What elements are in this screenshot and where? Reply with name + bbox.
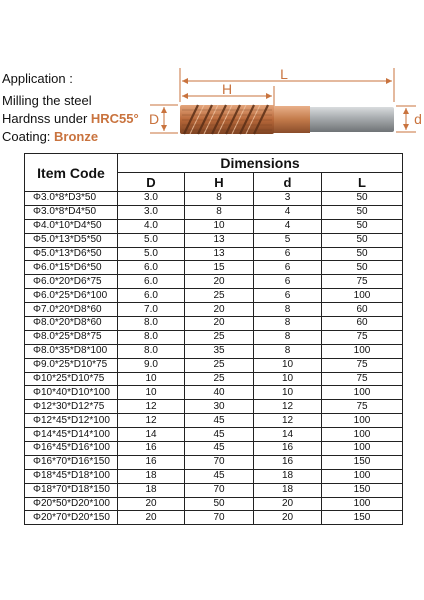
dimension-D-cell: 8.0 bbox=[118, 317, 185, 331]
dimension-H-cell: 25 bbox=[185, 330, 254, 344]
dimension-d-cell: 8 bbox=[254, 317, 322, 331]
dimension-d-cell: 6 bbox=[254, 275, 322, 289]
hardness-line bbox=[2, 110, 139, 128]
item-code-cell: Φ5.0*13*D6*50 bbox=[25, 247, 118, 261]
item-code-cell: Φ4.0*10*D4*50 bbox=[25, 219, 118, 233]
dimension-L-cell: 50 bbox=[322, 205, 403, 219]
dimension-D-cell: 18 bbox=[118, 469, 185, 483]
dimension-D-cell: 6.0 bbox=[118, 275, 185, 289]
dimension-H-cell: 50 bbox=[185, 497, 254, 511]
dimension-d-cell: 10 bbox=[254, 386, 322, 400]
table-row bbox=[25, 261, 403, 275]
item-code-cell: Φ12*30*D12*75 bbox=[25, 400, 118, 414]
item-code-cell: Φ8.0*20*D8*60 bbox=[25, 317, 118, 331]
dimension-D-cell: 3.0 bbox=[118, 192, 185, 206]
application-info bbox=[2, 70, 139, 146]
dimension-D-cell: 7.0 bbox=[118, 303, 185, 317]
dimension-d-cell: 20 bbox=[254, 497, 322, 511]
table-row bbox=[25, 275, 403, 289]
dimension-H-cell: 8 bbox=[185, 192, 254, 206]
dimension-L-cell: 50 bbox=[322, 261, 403, 275]
table-row bbox=[25, 455, 403, 469]
item-code-cell: Φ6.0*20*D6*75 bbox=[25, 275, 118, 289]
dimension-L-cell: 100 bbox=[322, 344, 403, 358]
item-code-cell: Φ16*45*D16*100 bbox=[25, 442, 118, 456]
dimension-H-cell: 25 bbox=[185, 358, 254, 372]
item-code-cell: Φ18*45*D18*100 bbox=[25, 469, 118, 483]
dimension-H-cell: 70 bbox=[185, 511, 254, 525]
table-row bbox=[25, 233, 403, 247]
column-header-d: d bbox=[254, 173, 322, 192]
dimension-d-cell: 16 bbox=[254, 442, 322, 456]
dimension-D-cell: 4.0 bbox=[118, 219, 185, 233]
dimension-D-cell: 5.0 bbox=[118, 233, 185, 247]
dimension-D-cell: 16 bbox=[118, 455, 185, 469]
item-code-cell: Φ14*45*D14*100 bbox=[25, 428, 118, 442]
dimension-L-cell: 50 bbox=[322, 233, 403, 247]
table-row bbox=[25, 317, 403, 331]
dimension-L-cell: 75 bbox=[322, 358, 403, 372]
coating-line bbox=[2, 128, 139, 146]
table-row bbox=[25, 372, 403, 386]
dimension-L-cell: 50 bbox=[322, 192, 403, 206]
table-row bbox=[25, 483, 403, 497]
dimension-d-cell: 6 bbox=[254, 247, 322, 261]
dimension-d-cell: 8 bbox=[254, 330, 322, 344]
dimension-L-cell: 75 bbox=[322, 372, 403, 386]
item-code-cell: Φ10*25*D10*75 bbox=[25, 372, 118, 386]
dimension-L-cell: 60 bbox=[322, 303, 403, 317]
end-mill-tool bbox=[180, 105, 394, 134]
label-D: D bbox=[148, 111, 160, 127]
dimension-L-cell: 75 bbox=[322, 400, 403, 414]
item-code-cell: Φ20*50*D20*100 bbox=[25, 497, 118, 511]
dimension-H-cell: 35 bbox=[185, 344, 254, 358]
item-code-cell: Φ7.0*20*D8*60 bbox=[25, 303, 118, 317]
item-code-cell: Φ18*70*D18*150 bbox=[25, 483, 118, 497]
dimension-D-cell: 12 bbox=[118, 400, 185, 414]
table-row bbox=[25, 344, 403, 358]
dimension-D bbox=[149, 105, 178, 133]
dimension-d-cell: 18 bbox=[254, 469, 322, 483]
dimensions-header: Dimensions bbox=[118, 154, 403, 173]
table-row bbox=[25, 511, 403, 525]
dimension-D-cell: 8.0 bbox=[118, 330, 185, 344]
dimension-d bbox=[396, 106, 422, 132]
dimension-L-cell: 100 bbox=[322, 414, 403, 428]
dimension-D-cell: 6.0 bbox=[118, 261, 185, 275]
table-row bbox=[25, 247, 403, 261]
hardness-prefix: Hardnss under bbox=[2, 111, 91, 126]
tool-neck bbox=[272, 106, 310, 133]
table-body bbox=[25, 192, 403, 525]
dimension-L-cell: 60 bbox=[322, 317, 403, 331]
table-row bbox=[25, 497, 403, 511]
dimension-H bbox=[182, 81, 274, 106]
coating-label: Coating: bbox=[2, 129, 55, 144]
item-code-cell: Φ8.0*35*D8*100 bbox=[25, 344, 118, 358]
column-header-D: D bbox=[118, 173, 185, 192]
application-label: Application : bbox=[2, 71, 73, 86]
dimension-H-cell: 25 bbox=[185, 372, 254, 386]
dimension-d-cell: 5 bbox=[254, 233, 322, 247]
dimension-L-cell: 75 bbox=[322, 330, 403, 344]
dimension-D-cell: 20 bbox=[118, 497, 185, 511]
dimension-L-cell: 100 bbox=[322, 428, 403, 442]
dimension-d-cell: 6 bbox=[254, 261, 322, 275]
dimension-D-cell: 16 bbox=[118, 442, 185, 456]
column-header-H: H bbox=[185, 173, 254, 192]
dimension-H-cell: 15 bbox=[185, 261, 254, 275]
dimension-D-cell: 6.0 bbox=[118, 289, 185, 303]
dimension-H-cell: 45 bbox=[185, 414, 254, 428]
dimension-L-cell: 100 bbox=[322, 289, 403, 303]
dimension-H-cell: 25 bbox=[185, 289, 254, 303]
dimension-H-cell: 45 bbox=[185, 428, 254, 442]
dimension-H-cell: 13 bbox=[185, 247, 254, 261]
coating-value: Bronze bbox=[54, 129, 99, 144]
item-code-cell: Φ9.0*25*D10*75 bbox=[25, 358, 118, 372]
dimension-L-cell: 100 bbox=[322, 386, 403, 400]
dimension-H-cell: 8 bbox=[185, 205, 254, 219]
dimension-H-cell: 30 bbox=[185, 400, 254, 414]
table-row bbox=[25, 400, 403, 414]
dimension-H-cell: 40 bbox=[185, 386, 254, 400]
dimension-L-cell: 150 bbox=[322, 483, 403, 497]
table-row bbox=[25, 303, 403, 317]
dimension-L-cell: 75 bbox=[322, 275, 403, 289]
table-row bbox=[25, 289, 403, 303]
dimension-D-cell: 10 bbox=[118, 372, 185, 386]
item-code-cell: Φ16*70*D16*150 bbox=[25, 455, 118, 469]
dimension-d-cell: 18 bbox=[254, 483, 322, 497]
table-row bbox=[25, 219, 403, 233]
dimension-H-cell: 20 bbox=[185, 317, 254, 331]
dimension-D-cell: 18 bbox=[118, 483, 185, 497]
table-row bbox=[25, 428, 403, 442]
item-code-cell: Φ5.0*13*D5*50 bbox=[25, 233, 118, 247]
item-code-cell: Φ12*45*D12*100 bbox=[25, 414, 118, 428]
dimension-D-cell: 10 bbox=[118, 386, 185, 400]
item-code-cell: Φ20*70*D20*150 bbox=[25, 511, 118, 525]
dimension-L bbox=[180, 66, 394, 102]
table-row bbox=[25, 192, 403, 206]
dimension-H-cell: 20 bbox=[185, 303, 254, 317]
dimension-L-cell: 100 bbox=[322, 442, 403, 456]
label-L: L bbox=[280, 66, 288, 82]
dimension-d-cell: 14 bbox=[254, 428, 322, 442]
label-H: H bbox=[221, 81, 233, 97]
dimension-d-cell: 4 bbox=[254, 219, 322, 233]
label-d: d bbox=[414, 111, 422, 127]
dimension-L-cell: 150 bbox=[322, 455, 403, 469]
table-row bbox=[25, 330, 403, 344]
dimension-d-cell: 10 bbox=[254, 358, 322, 372]
table-row bbox=[25, 414, 403, 428]
dimension-D-cell: 12 bbox=[118, 414, 185, 428]
item-code-cell: Φ3.0*8*D3*50 bbox=[25, 192, 118, 206]
item-code-cell: Φ8.0*25*D8*75 bbox=[25, 330, 118, 344]
dimension-H-cell: 45 bbox=[185, 442, 254, 456]
dimension-D-cell: 8.0 bbox=[118, 344, 185, 358]
table-row bbox=[25, 386, 403, 400]
dimension-H-cell: 13 bbox=[185, 233, 254, 247]
dimension-D-cell: 14 bbox=[118, 428, 185, 442]
dimension-L-cell: 50 bbox=[322, 219, 403, 233]
table-row bbox=[25, 442, 403, 456]
dimensions-table bbox=[24, 153, 403, 525]
dimension-D-cell: 3.0 bbox=[118, 205, 185, 219]
table-row bbox=[25, 469, 403, 483]
dimension-D-cell: 5.0 bbox=[118, 247, 185, 261]
dimension-D-cell: 9.0 bbox=[118, 358, 185, 372]
dimension-d-cell: 3 bbox=[254, 192, 322, 206]
item-code-cell: Φ6.0*15*D6*50 bbox=[25, 261, 118, 275]
tool-shank bbox=[308, 107, 394, 132]
dimension-H-cell: 20 bbox=[185, 275, 254, 289]
dimension-d-cell: 8 bbox=[254, 344, 322, 358]
milling-text: Milling the steel bbox=[2, 93, 92, 108]
dimension-d-cell: 12 bbox=[254, 414, 322, 428]
dimension-d-cell: 10 bbox=[254, 372, 322, 386]
item-code-header: Item Code bbox=[25, 154, 118, 192]
item-code-cell: Φ10*40*D10*100 bbox=[25, 386, 118, 400]
column-header-L: L bbox=[322, 173, 403, 192]
table-row bbox=[25, 205, 403, 219]
dimension-d-cell: 8 bbox=[254, 303, 322, 317]
item-code-cell: Φ6.0*25*D6*100 bbox=[25, 289, 118, 303]
dimension-d-cell: 12 bbox=[254, 400, 322, 414]
dimension-d-cell: 6 bbox=[254, 289, 322, 303]
dimension-H-cell: 10 bbox=[185, 219, 254, 233]
dimension-D-cell: 20 bbox=[118, 511, 185, 525]
dimension-H-cell: 45 bbox=[185, 469, 254, 483]
dimension-d-cell: 20 bbox=[254, 511, 322, 525]
dimension-L-cell: 100 bbox=[322, 469, 403, 483]
dimension-L-cell: 50 bbox=[322, 247, 403, 261]
dimension-L-cell: 100 bbox=[322, 497, 403, 511]
dimension-H-cell: 70 bbox=[185, 483, 254, 497]
item-code-cell: Φ3.0*8*D4*50 bbox=[25, 205, 118, 219]
dimension-d-cell: 4 bbox=[254, 205, 322, 219]
end-mill-diagram bbox=[148, 62, 424, 152]
table-row bbox=[25, 358, 403, 372]
dimension-L-cell: 150 bbox=[322, 511, 403, 525]
dimension-d-cell: 16 bbox=[254, 455, 322, 469]
dimension-H-cell: 70 bbox=[185, 455, 254, 469]
hardness-value: HRC55° bbox=[90, 111, 139, 126]
